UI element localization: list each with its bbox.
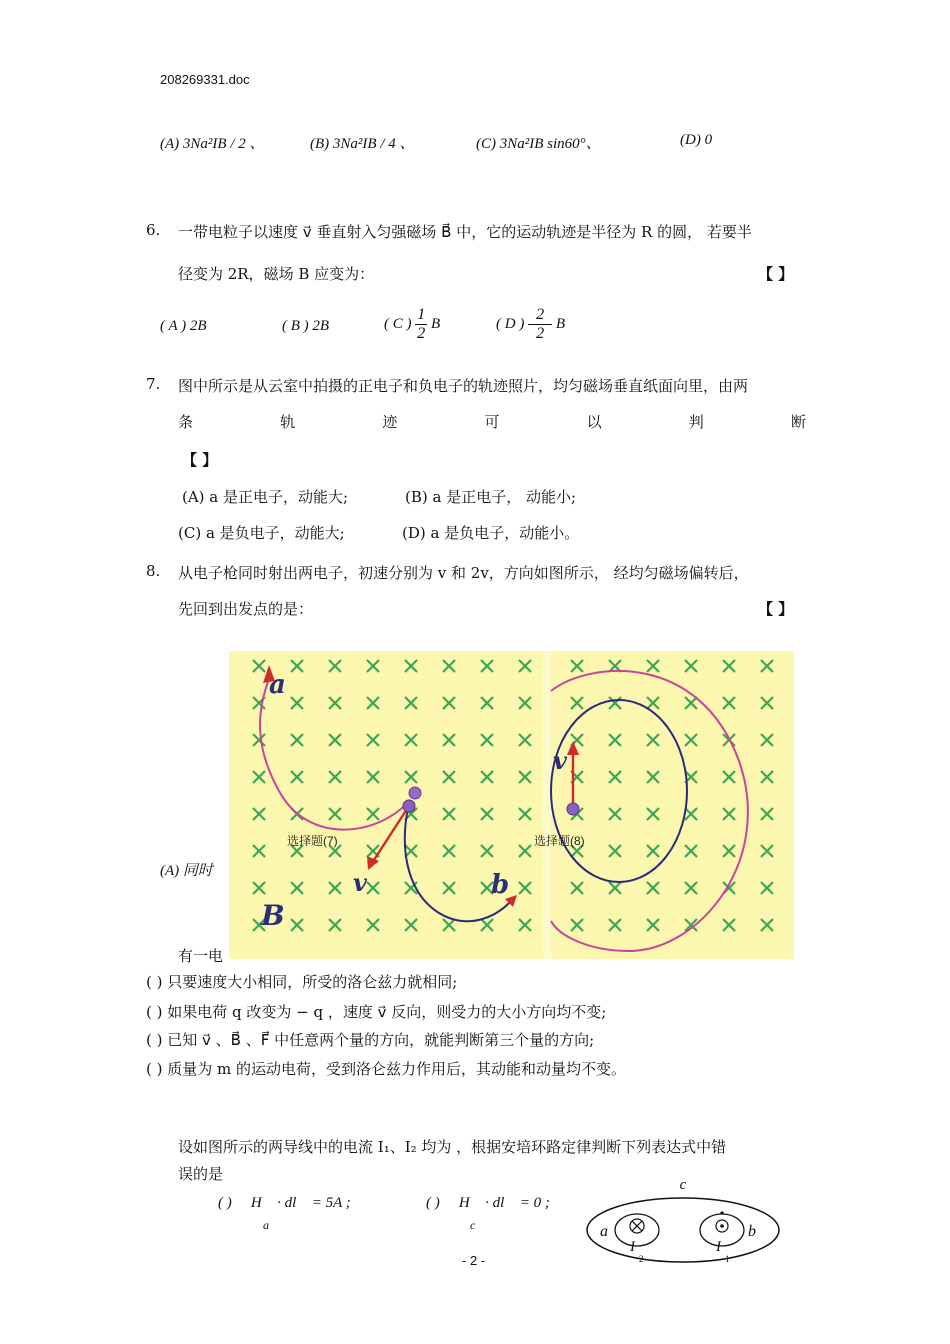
label-v-left: v (353, 868, 367, 897)
q7-number: 7. (146, 375, 161, 393)
q6-option-a: ( A ) 2B (160, 318, 207, 334)
q7-line2-char: 条 (178, 413, 194, 431)
q6-number: 6. (146, 221, 161, 239)
label-v-right: v (553, 746, 567, 775)
current-out-mark (720, 1211, 723, 1214)
q6-option-d-var: B (555, 316, 565, 332)
q6-answer-bracket: 【 】 (758, 265, 794, 283)
q6-option-c-numerator: 1 (417, 306, 426, 323)
q9-statement-2: ( ) 如果电荷 q 改变为 − q ，速度 v⃗ 反向，则受力的大小方向均不变; (146, 1003, 607, 1021)
q6-option-c-denominator: 2 (417, 325, 426, 342)
label-c: c (679, 1177, 687, 1193)
q8-number: 8. (146, 562, 161, 580)
q8-option-a-partial: (A) 同时 (160, 863, 213, 879)
q9-statement-4: ( ) 质量为 m 的运动电荷，受到洛仑兹力作用后，其动能和动量均不变。 (146, 1060, 627, 1078)
q6-option-d-denominator: 2 (536, 325, 545, 342)
positron-particle (409, 787, 421, 799)
q6-option-c-label: ( C ) (384, 316, 412, 332)
q6-option-d (496, 306, 565, 343)
q7-line2-char: 轨 (280, 413, 296, 431)
magnetic-field-figure (229, 651, 794, 959)
q9-statement-3: ( ) 已知 v⃗ 、B⃗ 、F⃗ 中任意两个量的方向，就能判断第三个量的方向; (146, 1031, 595, 1049)
q10-line2: 误的是 (178, 1165, 224, 1183)
q6-option-c-fraction (415, 306, 427, 343)
q7-line2-char: 迹 (382, 413, 398, 431)
q7-line2 (178, 411, 806, 432)
caption-question-7: 选择题(7) (287, 834, 338, 848)
label-a: a (269, 670, 286, 700)
q6-option-d-fraction (528, 306, 552, 343)
q6-option-c-var: B (431, 316, 441, 332)
electron-gun-particle (567, 803, 579, 815)
q10-expression-2-subscript: c (470, 1218, 476, 1232)
q9-intro: 有一电 (178, 947, 224, 965)
label-I1: I (716, 1239, 721, 1255)
current-out-dot (720, 1224, 724, 1228)
q6-option-d-numerator: 2 (528, 306, 552, 325)
q7-option-c: (C) a 是负电子，动能大; (178, 524, 345, 542)
q5-option-c: (C) 3Na²IB sin60°、 (476, 136, 601, 152)
ampere-loop-diagram (584, 1172, 784, 1264)
label-I2-subscript: 2 (639, 1254, 644, 1264)
page-number: - 2 - (462, 1253, 486, 1268)
label-B: B (261, 899, 285, 932)
q8-line1: 从电子枪同时射出两电子，初速分别为 v 和 2v，方向如图所示， 经均匀磁场偏转后， (178, 564, 749, 582)
q7-answer-bracket: 【 】 (182, 451, 218, 469)
q6-line2: 径变为 2R，磁场 B 应变为： (178, 265, 375, 283)
label-I1-subscript: 1 (725, 1254, 730, 1264)
q7-line1: 图中所示是从云室中拍摄的正电子和负电子的轨迹照片，均匀磁场垂直纸面向里，由两 (178, 377, 749, 395)
label-loop-a: a (600, 1223, 608, 1240)
q8-line2: 先回到出发点的是： (178, 600, 314, 618)
q10-expression-1-subscript: a (263, 1218, 269, 1232)
figure-divider (543, 651, 551, 959)
q5-option-a: (A) 3Na²IB / 2 、 (160, 136, 265, 152)
electron-particle (403, 800, 415, 812)
q10-expression-1: ( ) ∮ H⃗ · dl⃗ = 5A ; (218, 1195, 351, 1211)
q7-option-a: (A) a 是正电子，动能大; (182, 488, 349, 506)
loop-b (700, 1214, 744, 1246)
q7-option-b: (B) a 是正电子， 动能小; (405, 488, 577, 506)
q6-line1: 一带电粒子以速度 v⃗ 垂直射入匀强磁场 B⃗ 中，它的运动轨迹是半径为 R 的圆， 若要半 (178, 223, 752, 241)
q6-option-d-label: ( D ) (496, 316, 525, 332)
q7-line2-char: 以 (586, 413, 602, 431)
q5-option-d: (D) 0 (680, 132, 713, 148)
q7-line2-char: 判 (688, 413, 704, 431)
q10-expression-2: ( ) ∮ H⃗ · dl⃗ = 0 ; (426, 1195, 550, 1211)
label-loop-b: b (748, 1223, 756, 1240)
q7-option-d: (D) a 是负电子，动能小。 (402, 524, 580, 542)
q6-option-b: ( B ) 2B (282, 318, 330, 334)
label-b: b (491, 870, 510, 900)
q10-line1: 设如图所示的两导线中的电流 I₁、I₂ 均为 ，根据安培环路定律判断下列表达式中错 (178, 1138, 727, 1156)
q9-statement-1: ( ) 只要速度大小相同，所受的洛仑兹力就相同; (146, 973, 458, 991)
label-I2: I (630, 1239, 635, 1255)
q7-line2-char: 可 (484, 413, 500, 431)
document-filename: 208269331.doc (160, 72, 250, 87)
q8-answer-bracket: 【 】 (758, 600, 794, 618)
q7-line2-char: 断 (790, 413, 806, 431)
q6-option-c (384, 306, 440, 343)
q5-option-b: (B) 3Na²IB / 4 、 (310, 136, 415, 152)
caption-question-8: 选择题(8) (534, 834, 585, 848)
